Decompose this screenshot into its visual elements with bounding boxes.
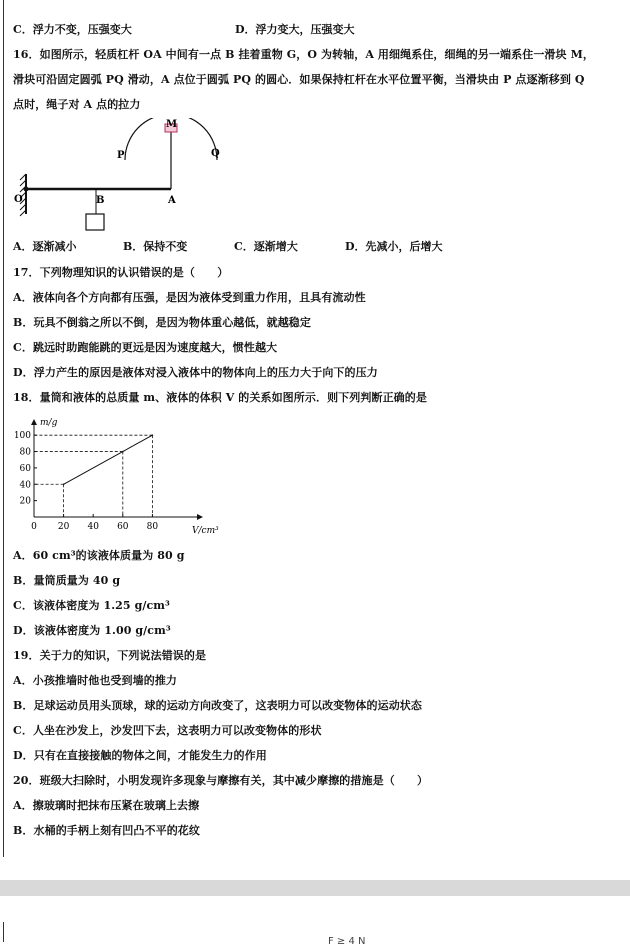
q15-option-c: C．浮力不变，压强变大 xyxy=(13,23,132,36)
q20-option-b: B．水桶的手柄上刻有凹凸不平的花纹 xyxy=(13,824,200,837)
q17-stem: 17．下列物理知识的认识错误的是（ ） xyxy=(13,266,229,279)
q20-option-a: A．擦玻璃时把抹布压紧在玻璃上去擦 xyxy=(13,799,200,812)
q16-option-a: A．逐渐减小 xyxy=(13,240,77,253)
page-separator xyxy=(0,880,630,896)
q19-option-d: D．只有在直接接触的物体之间，才能发生力的作用 xyxy=(13,749,267,762)
y-tick-label-40: 40 xyxy=(19,480,31,491)
q19-option-c: C．人坐在沙发上，沙发凹下去，这表明力可以改变物体的形状 xyxy=(13,724,322,737)
q18-option-a: A．60 cm³的该液体质量为 80 g xyxy=(13,549,185,562)
q18-option-c: C．该液体密度为 1.25 g/cm³ xyxy=(13,599,170,612)
label-b: B xyxy=(96,195,105,206)
q18-mass-volume-chart xyxy=(12,412,227,540)
y-tick-label-100: 100 xyxy=(13,431,31,442)
q16-option-c: C．逐渐增大 xyxy=(234,240,298,253)
label-q: Q xyxy=(211,148,220,159)
next-page-fragment xyxy=(0,896,630,947)
x-tick-label-20: 20 xyxy=(57,522,70,532)
q19-stem: 19．关于力的知识，下列说法错误的是 xyxy=(13,649,207,662)
series-line-0 xyxy=(64,435,153,484)
q15-option-d: D．浮力变大，压强变大 xyxy=(235,23,355,36)
page2-cutoff-text: F ≥ 4 N xyxy=(328,936,366,947)
q18-stem: 18．量筒和液体的总质量 m、液体的体积 V 的关系如图所示．则下列判断正确的是 xyxy=(13,391,427,404)
data-point-80-100 xyxy=(152,434,154,436)
label-o: O xyxy=(14,194,23,205)
q17-option-c: C．跳远时助跑能跳的更远是因为速度越大，惯性越大 xyxy=(13,341,278,354)
q16-option-d: D．先减小，后增大 xyxy=(345,240,443,253)
label-m: M xyxy=(166,119,178,130)
weight-g xyxy=(86,214,104,230)
q19-option-a: A．小孩推墙时他也受到墙的推力 xyxy=(13,674,178,687)
y-tick-label-60: 60 xyxy=(19,463,31,474)
q16-lever-figure xyxy=(12,118,232,236)
x-tick-label-0: 0 xyxy=(31,522,37,532)
q16-stem-line-3: 点时，绳子对 A 点的拉力 xyxy=(13,98,141,111)
y-tick-label-80: 80 xyxy=(19,447,31,458)
x-tick-label-60: 60 xyxy=(117,522,129,532)
x-tick-label-80: 80 xyxy=(146,522,159,532)
label-p: P xyxy=(117,150,125,161)
page-margin-line xyxy=(3,0,4,857)
q18-option-b: B．量筒质量为 40 g xyxy=(13,574,121,587)
data-point-60-80 xyxy=(122,451,124,453)
q17-option-b: B．玩具不倒翁之所以不倒，是因为物体重心越低，就越稳定 xyxy=(13,316,311,329)
y-axis-label: m/g xyxy=(40,418,58,428)
q17-option-a: A．液体向各个方向都有压强，是因为液体受到重力作用，且具有流动性 xyxy=(13,291,366,304)
q16-stem-line-1: 16．如图所示，轻质杠杆 OA 中间有一点 B 挂着重物 G，O 为转轴，A 用细绳系住，细绳的另一端系住一滑块 M， xyxy=(13,48,594,61)
q20-stem: 20．班级大扫除时，小明发现许多现象与摩擦有关，其中减少摩擦的措施是（ ） xyxy=(13,774,429,787)
data-point-20-40 xyxy=(63,483,65,485)
pivot-o xyxy=(24,187,29,192)
q16-stem-line-2: 滑块可沿固定圆弧 PQ 滑动，A 点位于圆弧 PQ 的圆心．如果保持杠杆在水平位置平衡，当滑块由 P 点逐渐移到 Q xyxy=(13,73,585,86)
q19-option-b: B．足球运动员用头顶球，球的运动方向改变了，这表明力可以改变物体的运动状态 xyxy=(13,699,422,712)
q18-option-d: D．该液体密度为 1.00 g/cm³ xyxy=(13,624,171,637)
page2-margin-line xyxy=(3,922,4,942)
label-a: A xyxy=(168,195,176,206)
x-tick-label-40: 40 xyxy=(87,522,99,532)
y-tick-label-20: 20 xyxy=(19,496,31,507)
q17-option-d: D．浮力产生的原因是液体对浸入液体中的物体向上的压力大于向下的压力 xyxy=(13,366,378,379)
x-axis-label: V/cm³ xyxy=(192,526,219,536)
q16-option-b: B．保持不变 xyxy=(123,240,188,253)
